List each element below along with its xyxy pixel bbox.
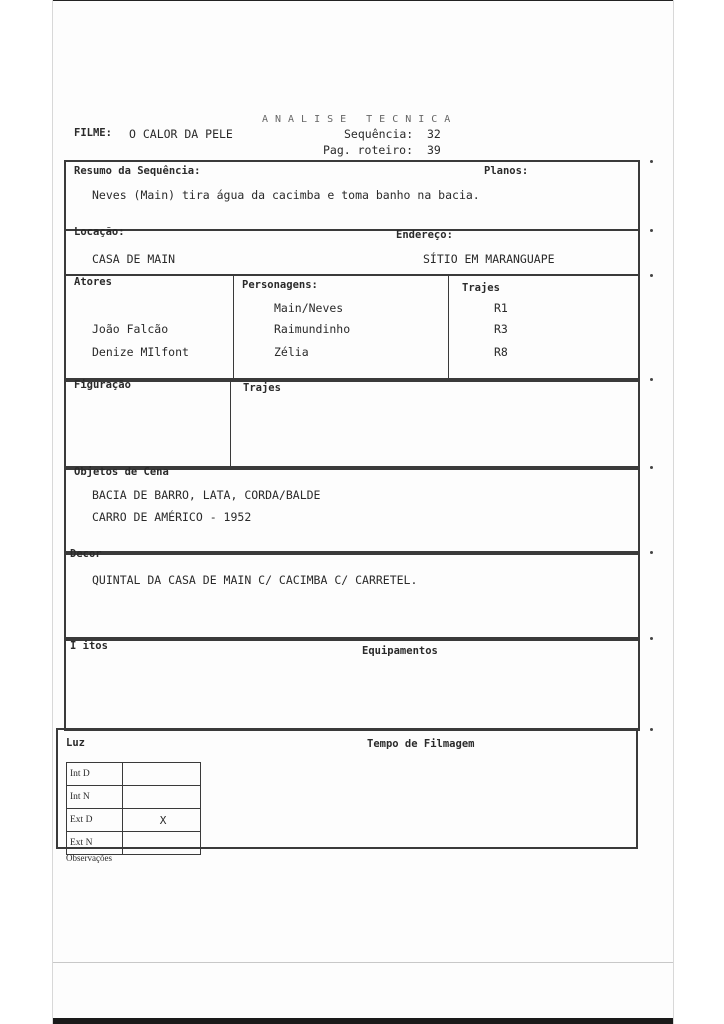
luz-row bbox=[67, 763, 201, 786]
elenco-divider-1 bbox=[233, 274, 234, 382]
luz-row-label: Int D bbox=[67, 763, 123, 786]
traje-2: R3 bbox=[494, 322, 508, 336]
efeitos-label: I itos bbox=[70, 640, 108, 652]
figuracao-section bbox=[64, 378, 640, 470]
resumo-label: Resumo da Sequência: bbox=[74, 165, 201, 177]
tempo-filmagem-label: Tempo de Filmagem bbox=[367, 738, 475, 750]
atores-label: Atores bbox=[74, 276, 112, 288]
elenco-divider-2 bbox=[448, 274, 449, 380]
luz-row-value bbox=[123, 832, 201, 855]
luz-row-label: Ext D bbox=[67, 809, 123, 832]
trajes-label: Trajes bbox=[462, 282, 500, 294]
luz-row bbox=[67, 832, 201, 855]
efeitos-section bbox=[64, 637, 640, 731]
margin-dot bbox=[650, 229, 653, 232]
margin-dot bbox=[650, 728, 653, 731]
objetos-line-2: CARRO DE AMÉRICO - 1952 bbox=[92, 510, 252, 524]
personagem-2: Raimundinho bbox=[274, 322, 351, 336]
top-edge bbox=[53, 0, 673, 1]
bottom-edge bbox=[53, 1018, 673, 1024]
pag-roteiro-label: Pag. roteiro: bbox=[323, 143, 414, 157]
endereco-value: SÍTIO EM MARANGUAPE bbox=[423, 252, 555, 266]
margin-dot bbox=[650, 274, 653, 277]
luz-row-value: X bbox=[123, 809, 201, 832]
traje-3: R8 bbox=[494, 345, 508, 359]
luz-label: Luz bbox=[66, 737, 85, 749]
luz-row-label: Ext N bbox=[67, 832, 123, 855]
decor-text: QUINTAL DA CASA DE MAIN C/ CACIMBA C/ CARRETEL. bbox=[92, 573, 418, 587]
planos-label: Planos: bbox=[484, 165, 529, 177]
locacao-value: CASA DE MAIN bbox=[92, 252, 176, 266]
luz-row-value bbox=[123, 763, 201, 786]
decor-section bbox=[64, 551, 640, 641]
pag-roteiro-value: 39 bbox=[427, 143, 441, 157]
luz-row-value bbox=[123, 786, 201, 809]
margin-dot bbox=[650, 637, 653, 640]
fold-line bbox=[53, 962, 673, 963]
personagens-label: Personagens: bbox=[242, 279, 318, 291]
observacoes-label: Observações bbox=[66, 853, 112, 863]
figuracao-trajes-label: Trajes bbox=[243, 382, 281, 394]
margin-dot bbox=[650, 378, 653, 381]
luz-row-label: Int N bbox=[67, 786, 123, 809]
resumo-text: Neves (Main) tira água da cacimba e toma banho na bacia. bbox=[92, 188, 480, 202]
sequencia-value: 32 bbox=[427, 127, 441, 141]
personagem-1: Main/Neves bbox=[274, 301, 344, 315]
objetos-label: Objetos de Cena bbox=[74, 466, 169, 478]
sequencia-label: Sequência: bbox=[344, 127, 414, 141]
objetos-line-1: BACIA DE BARRO, LATA, CORDA/BALDE bbox=[92, 488, 321, 502]
luz-row bbox=[67, 786, 201, 809]
figuracao-label: Figuração bbox=[74, 379, 131, 391]
filme-label: FILME: bbox=[74, 127, 112, 139]
margin-dot bbox=[650, 466, 653, 469]
decor-label: Decor bbox=[70, 548, 102, 560]
luz-row bbox=[67, 809, 201, 832]
form-title: ANALISE TECNICA bbox=[262, 114, 458, 125]
traje-1: R1 bbox=[494, 301, 508, 315]
equipamentos-label: Equipamentos bbox=[362, 645, 438, 657]
ator-1: João Falcão bbox=[92, 322, 169, 336]
personagem-3: Zélia bbox=[274, 345, 309, 359]
margin-dot bbox=[650, 160, 653, 163]
luz-grid bbox=[66, 762, 201, 855]
endereco-label: Endereço: bbox=[396, 229, 453, 241]
figuracao-divider bbox=[230, 378, 231, 468]
ator-2: Denize MIlfont bbox=[92, 345, 189, 359]
margin-dot bbox=[650, 551, 653, 554]
filme-value: O CALOR DA PELE bbox=[129, 127, 233, 141]
locacao-label: Locação: bbox=[74, 226, 125, 238]
